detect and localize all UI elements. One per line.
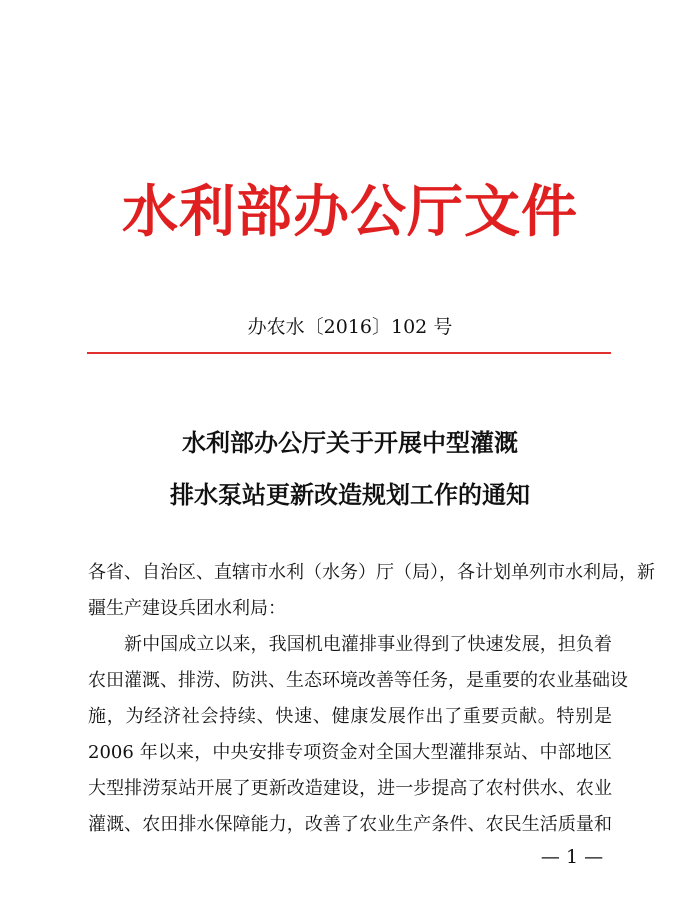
body-line-6: 2006 年以来，中央安排专项资金对全国大型灌排泵站、中部地区 — [88, 742, 612, 763]
red-divider-line — [87, 352, 611, 354]
body-line-8: 灌溉、农田排水保障能力，改善了农业生产条件、农民生活质量和 — [88, 814, 612, 835]
body-line-1: 各省、自治区、直辖市水利（水务）厅（局），各计划单列市水利局，新 — [88, 562, 655, 583]
body-line-4: 农田灌溉、排涝、防洪、生态环境改善等任务，是重要的农业基础设 — [88, 670, 628, 691]
document-number: 办农水〔2016〕102 号 — [247, 316, 453, 338]
body-line-5: 施，为经济社会持续、快速、健康发展作出了重要贡献。特别是 — [88, 706, 612, 727]
document-header-title: 水利部办公厅文件 — [122, 179, 578, 245]
body-line-3: 新中国成立以来，我国机电灌排事业得到了快速发展，担负着 — [124, 634, 612, 655]
body-line-2: 疆生产建设兵团水利局： — [88, 598, 286, 619]
notice-title-line-2: 排水泵站更新改造规划工作的通知 — [170, 480, 530, 509]
page-number: — 1 — — [540, 846, 604, 868]
notice-title-line-1: 水利部办公厅关于开展中型灌溉 — [182, 428, 518, 457]
body-line-7: 大型排涝泵站开展了更新改造建设，进一步提高了农村供水、农业 — [88, 778, 612, 799]
